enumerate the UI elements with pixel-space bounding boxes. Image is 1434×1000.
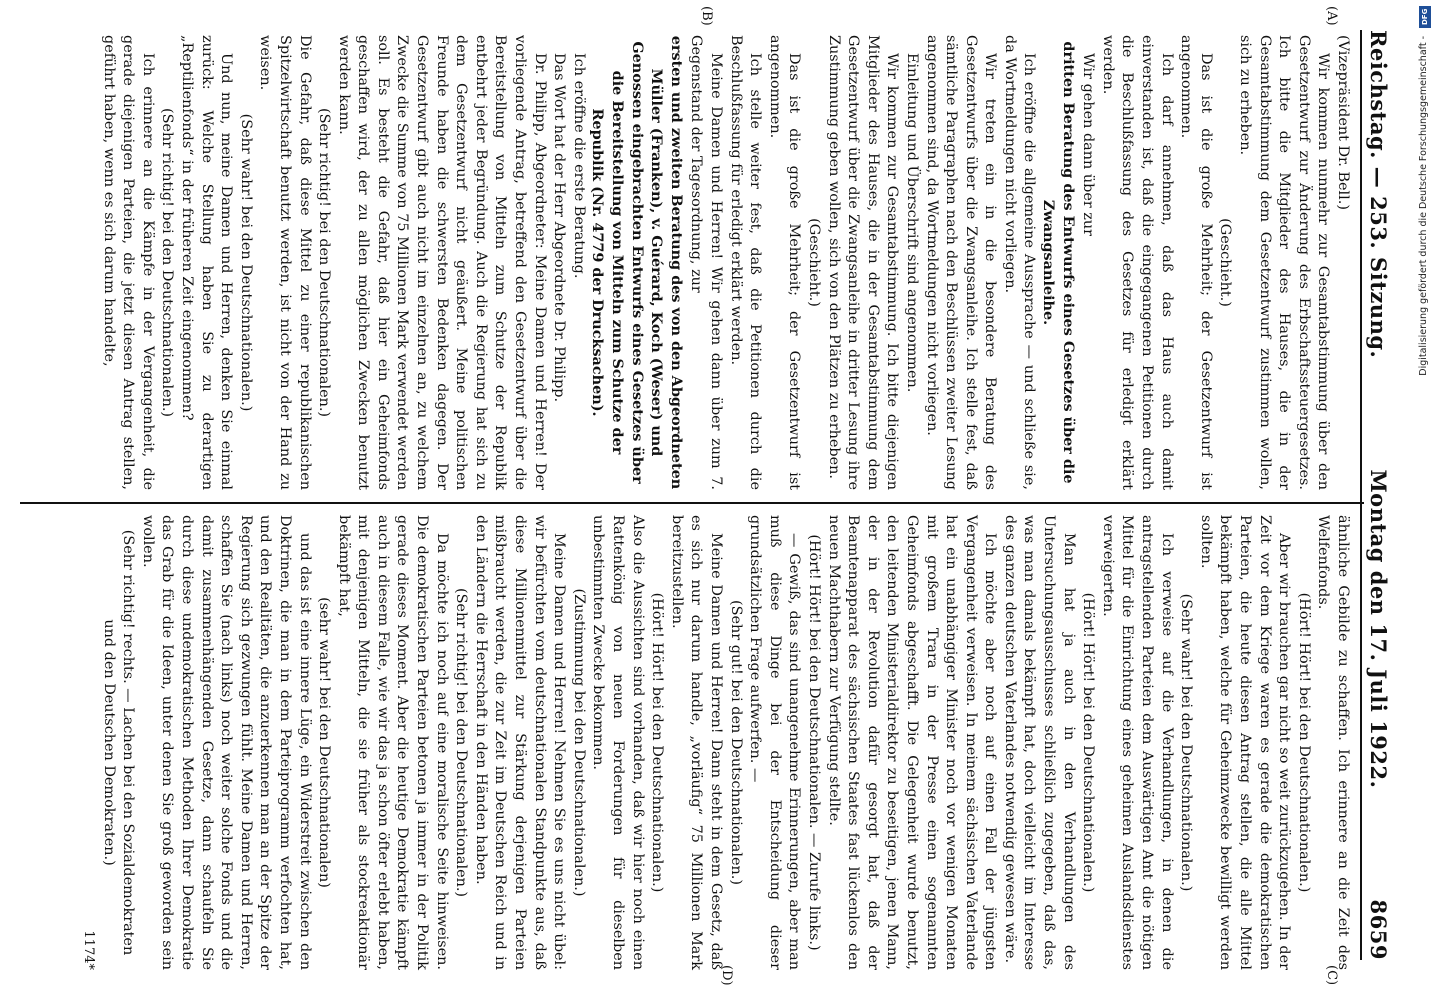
paragraph: Das Wort hat der Herr Abgeordnete Dr. Philipp. [551, 53, 568, 403]
paragraph: (Zustimmung bei den Deutschnationalen.) [570, 588, 587, 897]
paragraph: Wir treten ein in die besondere Beratung des Gesetzentwurfs über die Zwangsanleihe. Ich stelle fest, daß sämtliche Paragraphen nach den Beschlüssen zweiter Lesung angenommen sind, da Wortmeldungen nicht vorliegen. [923, 35, 999, 490]
column-divider [20, 502, 1364, 504]
paragraph: (Hört! Hört! bei den Deutschnationalen.) [649, 592, 666, 893]
paragraph: Einleitung und Überschrift sind angenommen. [903, 53, 920, 393]
paragraph: Ich eröffne die erste Beratung. [570, 53, 587, 279]
paragraph: Meine Damen und Herren! Wir gehen dann über zum 7. Gegenstand der Tagesordnung, zur [688, 35, 724, 490]
paragraph: Wir gehen dann über zur [1080, 53, 1097, 237]
paragraph: Die Gefahr, daß diese Mittel zu einer republikanischen Spitzelwirtschaft benutzt werden, ist nicht von der Hand zu weisen. [257, 35, 313, 490]
paragraph: (Sehr richtig! bei den Deutschnationalen.) [453, 587, 470, 898]
paragraph: (Hört! Hört! bei den Deutschnationalen.) [1080, 592, 1097, 893]
page-footer-ref: 1174* [81, 930, 96, 970]
paragraph: — Gewiß, das sind unangenehme Erinnerungen, aber man muß diese Dinge bei der Entscheidung dieser grundsätzlichen Frage aufwerfen. — [747, 515, 803, 970]
paragraph: Meine Damen und Herren! Nehmen Sie es uns nicht übel: wir befürchten vom deutschnationalen Standpunkte aus, daß diese Millionenmittel zur Stärkung derjenigen Parteien mißbraucht werden, die zur Zeit im Deutschen Reich und in den Ländern die Herrschaft in den Händen haben. [472, 515, 568, 970]
paragraph: (Sehr wahr! bei den Deutschnationalen.) [237, 113, 254, 412]
paragraph: (Sehr gut! bei den Deutschnationalen.) [727, 600, 744, 885]
paragraph: Wir kommen zur Gesamtabstimmung. Ich bitte diejenigen Mitglieder des Hauses, die in der Gesamtabstimmung dem Gesetzentwurf über die Zwangsanleihe in dritter Lesung ihre Zustimmung geben wollen, sich von den Plätzen zu erheben. [825, 35, 901, 490]
paragraph: (Vizepräsident Dr. Bell.) [1335, 35, 1351, 210]
paragraph: Ich darf annehmen, daß das Haus auch damit einverstanden ist, daß die eingegangenen Petitionen durch die Beschlußfassung des Gesetzes für erledigt erklärt werden. [1099, 35, 1175, 490]
dfg-logo: DFG [1419, 6, 1431, 28]
margin-mark-b: (B) [699, 6, 714, 26]
paragraph: Ich erinnere an die Kämpfe in der Vergangenheit, die gerade diejenigen Parteien, die jetzt diesen Antrag stellen, geführt haben, wenn es sich darum handelte, [100, 35, 156, 490]
paragraph: Und nun, meine Damen und Herren, denken Sie einmal zurück: Welche Stellung haben Sie zu derartigen „Reptilienfonds“ in der früheren Zeit eingenommen? [178, 35, 235, 490]
margin-mark-d: (D) [719, 965, 734, 986]
paragraph: Ich stelle weiter fest, daß die Petitionen durch die Beschlußfassung für erledigt erklärt werden. [727, 35, 764, 490]
margin-mark-a: (A) [1324, 6, 1339, 26]
paragraph: (Hört! Hört! bei den Deutschnationalen.) [1295, 592, 1312, 893]
paragraph: Ich eröffne die allgemeine Aussprache — und schließe sie, da Wortmeldungen nicht vorliegen. [1001, 35, 1038, 490]
paragraph: ähnliche Gebilde zu schaffen. Ich erinnere an die Zeit des Welfenfonds. [1315, 515, 1351, 970]
paragraph: Das ist die große Mehrheit; der Gesetzentwurf ist angenommen. [766, 35, 803, 490]
paragraph: Also die Aussichten sind vorhanden, daß wir hier noch einen Rattenkönig von neuen Forderungen für dieselben unbestimmten Zwecke bekommen. [590, 515, 646, 970]
paragraph: (Sehr wahr! bei den Deutschnationalen.) [1178, 593, 1195, 892]
paragraph: ersten und zweiten Beratung des von den Abgeordneten Müller (Franken), v. Guérard, Koch (Weser) und Genossen eingebrachten Entwurfs eines Gesetzes über die Bereitstellung von Mitteln zum Schutze der Republik (Nr. 4779 der Drucksachen). [589, 35, 685, 490]
paragraph: Dr. Philipp, Abgeordneter: Meine Damen und Herren! Der vorliegende Antrag, betreffend den Gesetzentwurf über die Bereitstellung von Mitteln zum Schutze der Republik entbehrt jeder Begründung. Auch die Regierung hat sich zu dem Gesetzentwurf nicht geäußert. Meine politischen Freunde haben die schwersten Bedenken dagegen. Der Gesetzentwurf gibt auch nicht im einzelnen an, zu welchem Zwecke die Summe von 75 Millionen Mark verwendet werden soll. Es besteht die Gefahr, daß hier ein Geheimfonds geschaffen wird, der zu allen möglichen Zwecken benutzt werden kann. [335, 35, 548, 490]
paragraph: (Geschieht.) [1217, 218, 1234, 307]
paragraph: (Hört! Hört! bei den Deutschnationalen. — Zurufe links.) [805, 534, 822, 951]
paragraph: (sehr wahr! bei den Deutschnationalen) [316, 597, 333, 888]
paragraph: Wir kommen nunmehr zur Gesamtabstimmung über den Gesetzentwurf zur Änderung des Erbschaftssteuergesetzes. Ich bitte die Mitglieder des Hauses, die in der Gesamtabstimmung dem Gesetzentwurf zustimmen wollen, sich zu erheben. [1237, 35, 1332, 490]
left-column [98, 35, 1352, 490]
paragraph: (Sehr richtig! bei den Deutschnationalen.) [159, 107, 176, 418]
paragraph: (Geschieht.) [805, 218, 822, 307]
header-left: Reichstag. — 253. Sitzung. [1366, 30, 1391, 359]
margin-mark-c: (C) [1324, 965, 1339, 986]
paragraph: Das ist die große Mehrheit; der Gesetzentwurf ist angenommen. [1178, 35, 1214, 490]
paragraph: Da möchte ich noch auf eine moralische Seite hinweisen. Die demokratischen Parteien betonen ja immer in der Politik gerade dieses Moment. Aber die heutige Demokratie kämpft auch in diesem Falle, wie wir das ja schon öfter erlebt haben, mit denjenigen Mitteln, die sie früher als stockreaktionär bekämpft hat, [335, 515, 450, 970]
header-rule [1360, 30, 1362, 960]
page-header [1366, 30, 1406, 960]
paragraph: Meine Damen und Herren! Dann steht in dem Gesetz, daß es sich nur darum handle, „vorläufig“ 75 Millionen Mark bereitzustellen. [668, 515, 724, 970]
paragraph: Ich verweise auf die Verhandlungen, in denen die antragstellenden Parteien dem Auswärtigen Amt die nötigen Mittel für die Einrichtung eines geheimen Auslandsdienstes verweigerten. [1099, 515, 1175, 970]
right-column [78, 515, 1352, 970]
digitization-credit [1418, 6, 1432, 606]
paragraph: Aber wir brauchen gar nicht so weit zurückzugehen. In der Zeit vor dem Kriege waren es gerade die demokratischen Parteien, die heute diesen Antrag stellen, die alle Mittel bekämpft haben, welche für Geheimzwecke bewilligt werden sollten. [1197, 515, 1293, 970]
paragraph: Man hat ja auch in den Verhandlungen des Untersuchungsausschusses schließlich zugegeben, daß das, was man damals bekämpft hat, doch vielleicht im Interesse des ganzen deutschen Vaterlandes notwendig gewesen wäre. [1001, 515, 1077, 970]
header-center: Montag den 17. Juli 1922. [1366, 469, 1391, 789]
paragraph: (Sehr richtig! rechts. — Lachen bei den Sozialdemokraten und den Deutschen Demokraten.) [100, 529, 137, 956]
paragraph: Ich möchte aber noch auf einen Fall der jüngsten Vergangenheit verweisen. In meinem sächsischen Vaterlande hat ein unabhängiger Minister noch vor wenigen Monaten mit großem Trara in der Presse einen sogenannten Geheimfonds abgeschafft. Die Gelegenheit wurde benutzt, den leitenden Ministerialdirektor zu beseitigen, jenen Mann, der in der Revolution dafür gesorgt hat, daß der Beamtenapparat des sächsischen Staates fast lückenlos den neuen Machthabern zur Verfügung stellte. [825, 515, 999, 970]
page-number: 8659 [1366, 899, 1391, 960]
paragraph: dritten Beratung des Entwurfs eines Gesetzes über die Zwangsanleihe. [1040, 41, 1077, 484]
paragraph: und das ist eine innere Lüge, ein Widerstreit zwischen den Doktrinen, die man in dem Parteiprogramm verfochten hat, und den Realitäten, die anzuerkennen man an der Spitze der Regierung sich gezwungen fühlt. Meine Damen und Herren, schaffen Sie (nach links) noch weiter solche Fonds und die damit zusammenhängenden Gesetze, dann schaufeln Sie durch diese undemokratischen Methoden Ihrer Demokratie das Grab für die Ideen, unter denen Sie groß geworden sein wollen. [139, 515, 313, 970]
paragraph: (Sehr richtig! bei den Deutschnationalen.) [316, 107, 333, 418]
digitization-note: Digitalisierung gefördert durch die Deutsche Forschungsgemeinschaft - [1418, 36, 1429, 376]
